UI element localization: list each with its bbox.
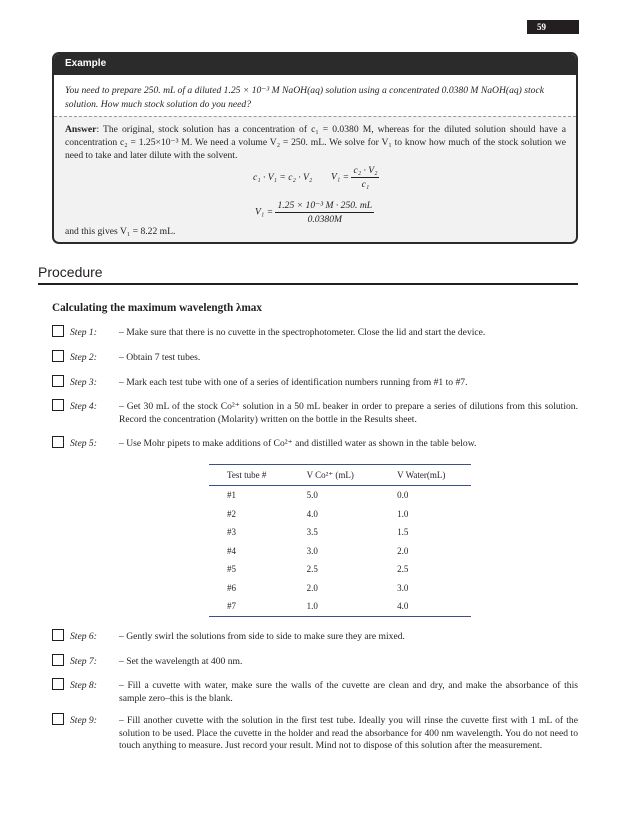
table-cell: 1.0: [289, 597, 380, 616]
table-header-row: [209, 465, 471, 486]
table-row: [209, 560, 471, 579]
answer-label: Answer: [65, 124, 97, 135]
table-cell: 2.0: [397, 545, 409, 556]
step-text: – Set the wavelength at 400 nm.: [119, 656, 243, 667]
example-question: You need to prepare 250. mL of a diluted 1.25 × 10⁻³ M NaOH(aq) solution using a concentrated 0.0380 M NaOH(aq) stock solution. How much stock solution do you need?: [54, 75, 576, 116]
table-cell: 1.0: [397, 508, 409, 519]
step-label: Step 6:: [70, 631, 97, 642]
equation-solve-v1-lhs: V₁ =: [331, 171, 350, 183]
step-checkbox[interactable]: [52, 325, 64, 337]
page-number: 59: [527, 20, 579, 34]
table-cell: 4.0: [306, 508, 318, 519]
table-row: [209, 486, 471, 505]
fraction-denominator: c₁: [361, 179, 370, 190]
step-label: Step 5:: [70, 438, 97, 449]
step-checkbox[interactable]: [52, 436, 64, 448]
step-checkbox[interactable]: [52, 629, 64, 641]
step-text: – Mark each test tube with one of a series of identification numbers running from #1 to #7.: [119, 377, 468, 388]
table-cell: #1: [227, 490, 236, 501]
step-checkbox[interactable]: [52, 399, 64, 411]
example-header: Example: [54, 54, 576, 75]
column-header: V Water(mL): [379, 465, 471, 486]
step-text: – Use Mohr pipets to make additions of Co²⁺ and distilled water as shown in the table below.: [119, 438, 477, 449]
table-cell: #6: [227, 582, 236, 593]
table-cell: 0.0: [397, 490, 409, 501]
table-cell: 3.0: [306, 545, 318, 556]
equation-numeric: [255, 200, 374, 225]
table-cell: #3: [227, 527, 236, 538]
step-checkbox[interactable]: [52, 678, 64, 690]
step-text: – Fill another cuvette with the solution in the first test tube. Ideally you will rinse the cuvette first with 1 mL of the solution to be used. Place the cuvette in the holder and read the absorbance for 400 nm wavelength. You do not need to touch anything to measure. Just record your result. Mind not to dispose of this solution after the measurement.: [119, 715, 578, 752]
step-label: Step 9:: [70, 715, 97, 726]
table-row: [209, 597, 471, 616]
table-row: [209, 505, 471, 524]
example-box: [52, 52, 578, 244]
table-cell: 2.5: [397, 564, 409, 575]
table-row: [209, 579, 471, 598]
table-row: [209, 523, 471, 542]
table-cell: #4: [227, 545, 236, 556]
section-title: Procedure: [38, 264, 103, 280]
table-cell: #2: [227, 508, 236, 519]
step-label: Step 3:: [70, 377, 97, 388]
table-cell: 5.0: [306, 490, 318, 501]
column-header: Test tube #: [209, 465, 289, 486]
table-cell: #5: [227, 564, 236, 575]
answer-text: : The original, stock solution has a concentration of c₁ = 0.0380 M, whereas for the diluted solution should have a concentration c₂ = 1.25×10⁻³ M. We need a volume V₂ = 250. mL. We solve for V₁ to know how much of the stock solution we need to take and later dilute with the solvent.: [65, 124, 566, 161]
step-text: – Get 30 mL of the stock Co²⁺ solution in a 50 mL beaker in order to prepare a series of dilutions from this solution. Record the concentration (Molarity) written on the bottle in the Results sheet.: [119, 401, 578, 425]
step-label: Step 7:: [70, 656, 97, 667]
table-cell: 3.0: [397, 582, 409, 593]
fraction-denominator: 0.0380M: [307, 214, 342, 225]
table-cell: 3.5: [306, 527, 318, 538]
example-answer: [54, 117, 576, 162]
step-text: – Obtain 7 test tubes.: [119, 352, 201, 363]
step-label: Step 1:: [70, 327, 97, 338]
equation-solve-v1: [331, 165, 379, 190]
equation-numeric-fraction: [275, 200, 374, 225]
column-header: V Co²⁺ (mL): [289, 465, 380, 486]
step-label: Step 4:: [70, 401, 97, 412]
table-cell: 2.5: [306, 564, 318, 575]
step-label: Step 8:: [70, 680, 97, 691]
section-rule: [38, 283, 578, 285]
step-text: – Gently swirl the solutions from side to side to make sure they are mixed.: [119, 631, 405, 642]
fraction-numerator: 1.25 × 10⁻³ M · 250. mL: [277, 200, 373, 211]
step-label: Step 2:: [70, 352, 97, 363]
fraction-numerator: c₂ · V₂: [353, 165, 378, 176]
step-text: – Make sure that there is no cuvette in the spectrophotometer. Close the lid and start the device.: [119, 327, 486, 338]
equation-numeric-lhs: V₁ =: [255, 206, 274, 218]
step-checkbox[interactable]: [52, 654, 64, 666]
equation-solve-v1-fraction: [351, 165, 379, 190]
table-cell: #7: [209, 597, 289, 616]
subsection-title: Calculating the maximum wavelength λmax: [52, 302, 262, 314]
step-checkbox[interactable]: [52, 713, 64, 725]
table-cell: 4.0: [379, 597, 471, 616]
dilution-table: [209, 464, 471, 617]
step-text: – Fill a cuvette with water, make sure the walls of the cuvette are clean and dry, and make the absorbance of this sample zero–this is the blank.: [119, 680, 578, 704]
step-checkbox[interactable]: [52, 375, 64, 387]
table-cell: 2.0: [306, 582, 318, 593]
table-row: [209, 542, 471, 561]
step-checkbox[interactable]: [52, 350, 64, 362]
example-conclusion: and this gives V₁ = 8.22 mL.: [65, 226, 176, 237]
equation-dilution: c₁ · V₁ = c₂ · V₂: [253, 172, 313, 183]
table-cell: 1.5: [397, 527, 409, 538]
